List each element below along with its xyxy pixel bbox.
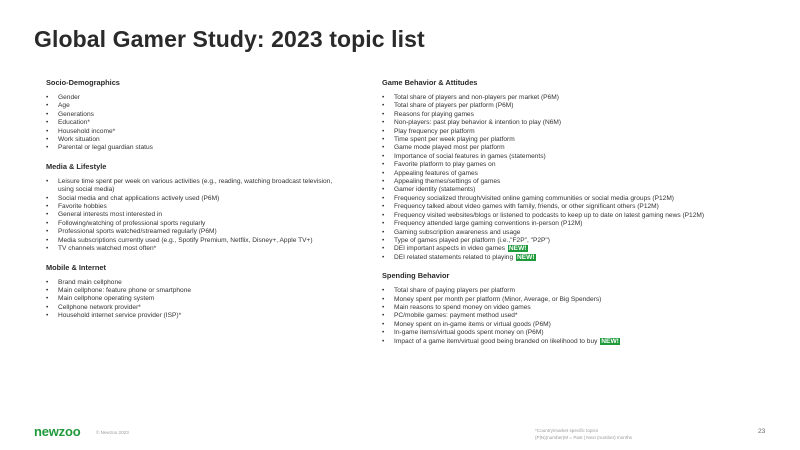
list-item: • Household income*: [46, 128, 346, 136]
list-item: • Main cellphone operating system: [46, 295, 346, 303]
section-title: Game Behavior & Attitudes: [382, 78, 478, 87]
list-item: • Social media and chat applications actively used (P6M): [46, 195, 346, 203]
list-item: • In-game items/virtual goods spent money on (P6M): [382, 329, 782, 337]
list-item: • Cellphone network provider*: [46, 304, 346, 312]
list-item: • Reasons for playing games: [382, 111, 782, 119]
list-item: • Main reasons to spend money on video games: [382, 304, 782, 312]
copyright-text: © Newzoo 2023: [96, 430, 129, 435]
list-item: • Time spent per week playing per platform: [382, 136, 782, 144]
list-item: • Total share of players per platform (P6M): [382, 102, 782, 110]
list-item: • Following/watching of professional sports regularly: [46, 220, 346, 228]
new-badge: NEW!: [508, 245, 527, 253]
list-item: • Parental or legal guardian status: [46, 144, 346, 152]
list-item: [382, 338, 782, 346]
list-item: • Appealing themes/settings of games: [382, 178, 782, 186]
list-item: • Money spent per month per platform (Minor, Average, or Big Spenders): [382, 296, 782, 304]
newzoo-logo: newzoo: [34, 424, 81, 439]
list-item: • Education*: [46, 119, 346, 127]
list-item: [382, 254, 782, 262]
list-item: • Game mode played most per platform: [382, 144, 782, 152]
item-text: DEI related statements related to playing: [394, 253, 514, 261]
list-item: • Gaming subscription awareness and usage: [382, 229, 782, 237]
section-title: Media & Lifestyle: [46, 161, 107, 171]
list-item: • Gamer identity (statements): [382, 186, 782, 194]
list-item: • Brand main cellphone: [46, 279, 346, 287]
list-item: • Play frequency per platform: [382, 128, 782, 136]
list-item: • Frequency talked about video games with family, friends, or other significant others (P12M): [382, 203, 782, 211]
list-item: • Media subscriptions currently used (e.g., Spotify Premium, Netflix, Disney+, Apple TV+): [46, 237, 346, 245]
list-item: • Main cellphone: feature phone or smartphone: [46, 287, 346, 295]
section-game-behavior: [382, 78, 782, 262]
section-socio-demographics: [46, 78, 346, 153]
list-item: • Household internet service provider (ISP)*: [46, 312, 346, 320]
list-item: • Total share of players and non-players per market (P6M): [382, 94, 782, 102]
list-item: • Favorite hobbies: [46, 203, 346, 211]
section-title: Mobile & Internet: [46, 262, 106, 272]
list-item: • Generations: [46, 111, 346, 119]
list-item: • Frequency visited websites/blogs or listened to podcasts to keep up to date on latest gaming news (P12M): [382, 212, 782, 220]
topic-list: [46, 279, 346, 321]
topic-list: [382, 94, 782, 262]
list-item: • General interests most interested in: [46, 211, 346, 219]
list-item: • Money spent on in-game items or virtual goods (P6M): [382, 321, 782, 329]
new-badge: NEW!: [601, 337, 619, 345]
list-item: • Age: [46, 102, 346, 110]
list-item: • Professional sports watched/streamed regularly (P6M): [46, 228, 346, 236]
list-item: • Total share of paying players per platform: [382, 287, 782, 295]
item-text: Impact of a game item/virtual good being branded on likelihood to buy: [394, 337, 598, 345]
right-column: [382, 78, 782, 355]
list-item: • PC/mobile games: payment method used*: [382, 312, 782, 320]
item-text: DEI important aspects in video games: [394, 245, 506, 253]
list-item: • Type of games played per platform (i.e.,"F2P", "P2P"): [382, 237, 782, 245]
left-column: [46, 78, 346, 330]
section-spending-behavior: [382, 271, 782, 346]
list-item: • Frequency socialized through/visited online gaming communities or social media groups (P12M): [382, 195, 782, 203]
section-title: Spending Behavior: [382, 271, 450, 281]
new-badge: NEW!: [516, 253, 535, 261]
page-number: 23: [758, 428, 766, 435]
footnote: (P|N)(number)M = Past | Next (number) months: [535, 435, 632, 440]
footnote: *Country/market specific topics: [535, 428, 599, 433]
footnotes: [535, 427, 632, 441]
topic-list: [46, 94, 346, 153]
list-item: • Non-players: past play behavior & intention to play (N6M): [382, 119, 782, 127]
list-item: • Leisure time spent per week on various activities (e.g., reading, watching broadcast television, using social media): [46, 178, 346, 195]
section-title: Socio-Demographics: [46, 78, 120, 87]
list-item: • Gender: [46, 94, 346, 102]
list-item: • Favorite platform to play games on: [382, 161, 782, 169]
list-item: [382, 245, 782, 253]
topic-list: [46, 178, 346, 254]
list-item: • Importance of social features in games (statements): [382, 153, 782, 161]
section-media-lifestyle: [46, 162, 346, 254]
list-item: • Appealing features of games: [382, 170, 782, 178]
page-title: Global Gamer Study: 2023 topic list: [34, 26, 425, 52]
section-mobile-internet: [46, 263, 346, 321]
list-item: • Work situation: [46, 136, 346, 144]
list-item: • Frequency attended large gaming conventions in-person (P12M): [382, 220, 782, 228]
list-item: • TV channels watched most often*: [46, 245, 346, 253]
topic-list: [382, 287, 782, 346]
